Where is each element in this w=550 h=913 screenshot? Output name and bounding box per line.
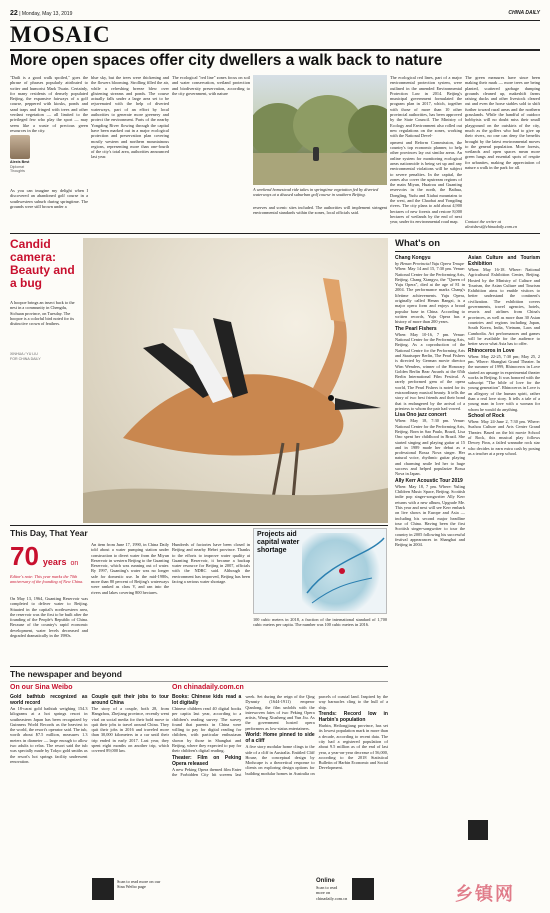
- contact-line: Contact the writer at alexisbest@chinadaily.com.cn: [465, 219, 518, 230]
- weibo-item-head: Gold bathtub recognized as world record: [10, 694, 88, 706]
- whatson-item-head: School of Rock: [468, 413, 505, 420]
- whatson-item-body: When: May 14 and 15, 7:30 pm. Venue: National Center for the Performing Arts, Beijing. Chang Xiangyu, the "Queen of Yuju Opera", died at the age of 81 in 2004. The performance marks Chang's lifetime achievements. Yuju Opera, originally called Henan Bangzi, is a major opera form and enjoys a broad popular base in China. According to written records, Yuju Opera has a history of more than 200 years.: [395, 266, 465, 325]
- whatson-item-sub: by Henan Provincial Yuju Opera Troupe: [395, 261, 465, 266]
- whatson-item-head: Chang Kongyu: [395, 255, 431, 261]
- whatson-item-body: When: May 18, 7:30 pm. Venue: National Center for the Performing Arts, Beijing. Born in Sao Paulo, Brazil, Lisa Ono spent her childhood in Brazil. She started singing and playing guitar at 15 and in 1989 made her debut as a professional Bossa Nova singer. Her natural voice, rhythmic guitar playing and charming smile led her to huge success and helped popularize Bossa Nova in Japan.: [395, 418, 465, 477]
- whatson-item-head: The Pearl Fishers: [395, 325, 437, 332]
- author-name: Alexis Best: [10, 160, 30, 164]
- candid-caption: A hoopoe brings an insect back to the nest in a community in Chengdu, Sichuan province, on Tuesday. The hoopoe is a colorful bird noted for its distinctive crown of feathers.: [10, 300, 75, 327]
- weibo-column: [10, 694, 169, 884]
- lead-byline-intro: [10, 188, 88, 230]
- seventy-years-logo: [10, 542, 80, 572]
- thisday-column-4: [253, 617, 387, 662]
- weibo-item-body: The story of a couple, both 28, from Hangzhou, Zhejiang province, recently went viral on social media for their bold move to quit their jobs to travel around China. They quit their jobs in 2016 and traveled more than 30,000 kilometers in a car until their trip ended in early 2017. Last year, they spent eight months on another trip, which covered 89,000 km.: [91, 706, 169, 754]
- whatson-item-body: When: May 24-June 2, 7:30 pm. Where: Suzhou Culture and Arts Center Grand Theater. Based on the hit movie School of Rock, this musical play follows Dewey Finn, a failed wannabe rock star who decides to earn extra cash by posing as a teacher at a prep school.: [468, 419, 540, 456]
- infographic-title: Projects aid capital water shortage: [257, 531, 300, 554]
- paper-name: CHINA DAILY: [508, 10, 540, 16]
- web-item-head: World: Home pinned to side of a cliff: [245, 732, 315, 745]
- weibo-item-head: Couple quit their jobs to tour around China: [91, 694, 169, 706]
- lead-column-2: [91, 75, 169, 230]
- web-item-body: Harbin, Heilongjiang province, has set its lowest population mark in more than a decade, according to recent data. The city had a registered population of about 9.5 million as of the end of last year, a year-on-year decrease of 56,000, according to the 2018 Statistical Bulletin of Harbin Economic and Social Development.: [318, 723, 388, 771]
- web-column: [172, 694, 388, 904]
- whatson-item-head: Ally Kerr Acoustic Tour 2019: [395, 477, 463, 484]
- whatson-item-body: When: May 18, 7 pm. Where: Yuling Children Music Space, Beijing. Scottish indie pop singer-songwriter Ally Kerr returns with a new album, Upgrade Me. This year and next will see Kerr embark on live shows in Europe and Asia — including his second major headline tour of China. Having been the first Scottish singer-songwriter to tour the country in 2005 following his successful festival appearances in Shanghai and Beijing in 2004.: [395, 483, 465, 548]
- weibo-qr-code: [92, 878, 114, 900]
- candid-title: Candid camera: Beauty and a bug: [10, 237, 75, 290]
- web-item-body: A new Peking Opera themed film Enter the Forbidden City hit screens last week. Set during the reign of the Qing Dynasty (1644-1911) emperor Qianlong, the film unfolds with the interwoven fates of two Peking Opera artists, Wang Xiusheng and Yun Jiu. As the government hosted opera performers as low-status entertainers.: [172, 694, 315, 778]
- lead-headline: More open spaces offer city dwellers a walk back to nature: [10, 52, 443, 69]
- hoopoe-photo: [83, 238, 388, 523]
- watermark-logo: 乡镇网: [455, 884, 515, 905]
- section-title: MOSAIC: [10, 22, 111, 47]
- lead-photo-caption: A weekend homestead ride takes in springtime vegetation fed by diverted waterways at a disused suburban golf course in southern Beijing.: [253, 187, 379, 198]
- author-title: Diplomat Thoughts: [10, 165, 25, 174]
- lead-col3b-text: reserves and scenic sites included. The authorities will implement stringent environmental standards within the zones, local officials said.: [253, 205, 387, 216]
- issue-date: | Monday, May 13, 2019: [19, 11, 73, 17]
- whatson-item-body: When: May 10-16, 7 pm. Venue: National Center for the Performing Arts, Beijing. As a coproduction of the National Centre for the Performing Arts and Staatsoper Berlin, The Pearl Fishers is directed by German movie director Wim Wenders, winner of the Honorary Golden Berlin Bear Awards at the 65th Berlin International Film Festival. A rarely performed gem of the opera world, The Pearl Fishers is noted for its extraordinary musical beauty. It tells the story of two best friends and their bond that is endangered by the arrival of a priestess to whom the pair had vowed.: [395, 331, 465, 411]
- lead-intro-text: As you can imagine my delight when I discovered an abandoned golf course in a southwestern suburb during springtime. The grounds were still brown under a: [10, 188, 88, 209]
- whatson-column-1: [395, 255, 465, 905]
- thisday-title: This Day, That Year: [10, 528, 88, 538]
- weibo-title: On our Sina Weibo: [10, 684, 73, 691]
- lead-col2-text: blue sky, but the trees were thickening and the flowers blooming. Strolling filled the air, while a refreshing breeze blew over glistening streams and ponds. The course actually falls under a large area set to be rejuvenated with the help of diverted waterways, part of an effort by local authorities to generate more greenery and protect the environment. Parts of the nearby Yongding River flowing through the capital have been marked out in a major ecological protection and preservation plan covering mostly western and northern mountainous regions, representing more than one-fourth of the city's total area, authorities announced last year.: [91, 75, 169, 160]
- qr-code-whatson: [468, 820, 488, 840]
- years-label: years: [42, 557, 67, 567]
- whatson-item-head: Asian Culture and Tourism Exhibition: [468, 255, 540, 267]
- online-qr-code: [352, 878, 374, 900]
- lead-column-3: [172, 75, 250, 230]
- thisday-column-3: [172, 542, 250, 662]
- whatson-column-2: [468, 255, 540, 905]
- online-scan-text: Scan to read more on chinadaily.com.cn: [316, 885, 348, 901]
- web-title: On chinadaily.com.cn: [172, 684, 244, 691]
- whatson-item-head: Lisa Ono jazz concert: [395, 412, 447, 419]
- whatson-title: What's on: [395, 238, 441, 249]
- lead-col5-text: opment and Reform Commission, the country's top economic planner, to help other provinces lay out similar areas. An online system for monitoring ecological areas nationwide is being set up and any environmental violations will be subject to severe penalties. In the capital, the zones also cover the upstream regions of the main Miyun, Huairou and Guanting reservoirs in the north, the Baihua, Dongling, Yudu and Xiahai mountains to the west, and the Chaobai and Yongding rivers. The city plans to add about 4,900 hectares of new forests and restore 8,000 hectares of wetlands by the end of next year, under its environmental road map.: [390, 139, 462, 225]
- hoopoe-bird-illustration: [83, 238, 388, 523]
- candid-credit-2: FOR CHINA DAILY: [10, 357, 41, 361]
- thisday-col3-text: Hundreds of factories have been closed in Beijing and nearby Hebei province. Thanks to the efforts to improve water quality at Guanting Reservoir, it became a backup water resource for Beijing in 2007, officials with the NDRC said. Although the environment has improved, Beijing has been facing a serious water shortage.: [172, 542, 250, 585]
- thisday-col2-text: An item from June 17, 1990, in China Daily told about a water pumping station under construction to divert water from the Miyun Reservoir in western Beijing to the Guanting Reservoir, which was running out of water. By 1997, Guanting's water was no longer safe for domestic use. In the mid-1980s, more than 80 percent of Beijing's waterways were ranked as class V, and ran into the rivers and lakes covering 800 hectares.: [91, 542, 169, 595]
- whatson-item-body: When: May 22-25, 7:30 pm; May 25, 2 pm. Where: Shanghai Grand Theater. In the summer of 1999, Rhinoceros in Love started an upsurge in experimental theater works in Beijing. It was honored with the subscript "The bible of love for the young generation". Rhinoceros in Love is an allegory of the human spirit, rather than a real love story. It tells a tale of a young man in love with a woman for whom he would do anything.: [468, 353, 540, 412]
- thisday-col1-text: On May 13, 1964, Guanting Reservoir was completed to deliver water to Beijing. Situated in the capital's northwestern area, the reservoir was the first to be built after the founding of the People's Republic of China. Because of the country's rapid economic development, water levels decreased and degraded dramatically in the 1980s.: [10, 596, 88, 639]
- newspaper-title: The newspaper and beyond: [10, 669, 122, 679]
- lead-col3-text: The ecological "red line" zones focus on soil and water conservation, wetland protection and biodiversity preservation, according to the city government, with nature: [172, 75, 250, 96]
- on-label: on: [70, 560, 79, 567]
- lead-col4-text: The ecological red lines, part of a major environmental protection system, were outlined in the amended Environmental Protection Law in 2014. Beijing's municipal government formulated the program plan in 2017, which, together with those of more than 10 other provincial authorities, has been approved by the State Council. The Ministry of Ecology and Environment also rolled out new regulations on the zones, working with the National Devel-: [390, 75, 462, 139]
- thisday-col4-text: 100 cubic meters in 2018, a fraction of the international standard of 1,700 cubic meters per capita. The number was 100 cubic meters in 2016.: [253, 617, 387, 628]
- weibo-scan-text: Scan to read more on our Sina Weibo page: [117, 879, 161, 890]
- cyclist-figure: [313, 147, 319, 161]
- web-item-body: Chinese children read 40 digital books per capita last year, according to a children's reading survey. The survey found that parents in China were willing to pay for digital reading for children, with particular enthusiasm shown by those in Shanghai and Beijing, where they expected to pay for their children's digital reading.: [172, 706, 242, 754]
- page-number: 22: [10, 10, 18, 17]
- waterway-lines: [302, 533, 386, 611]
- web-item-head: Trends: Record low in Harbin's population: [318, 711, 388, 724]
- lead-col6-text: The green measures have since been making their mark — more trees are being planted, scattered garbage dumping grounds cleaned up, makeshift farms raising ducks and other livestock cleared out and even the horse stables sold to shift further toward rural areas and the northern grasslands. While the handful of outdoor hobbyists will no doubt miss their small playground on the outskirts of the city, much as the golfers who had to give up their rivers, no one can deny the benefits brought by the latest environmental moves to the general population. More forests, wetlands and open spaces mean more green lungs and essential spots of respite for urbanites, making the appreciation of nature a walk in the park for all.: [465, 75, 540, 171]
- lead-column-5: [390, 75, 462, 230]
- seventy-number: 70: [10, 541, 39, 571]
- thisday-column-2: [91, 542, 169, 662]
- water-infographic: [253, 528, 387, 614]
- editor-note: Editor's note: This year marks the 70th anniversary of the founding of New China.: [10, 574, 84, 585]
- web-item-body: A five story modular home clings to the side of a cliff in Australia. Entitled Cliff House, the conceptual design by Modscape is a theoretical response to clients on exploring design options for building modular homes in Australia on parcels of coastal land. Inspired by the way barnacles cling to the hull of a ship.: [245, 694, 388, 776]
- lead-photo: [253, 75, 387, 185]
- whatson-item-head: Rhinoceros in Love: [468, 347, 515, 354]
- lead-column-6: [465, 75, 540, 217]
- author-photo: [10, 135, 30, 159]
- online-label: Online: [316, 878, 335, 884]
- page-header: [10, 10, 540, 20]
- weibo-item-body: An 18-carat gold bathtub weighing 154.3 kilograms at a hot springs resort in southeastern Japan has been recognized by Guinness World Records as the heaviest in the world, the resort's operator said. The tub, worth about $7.5 million, measures 1.3 meters in diameter — large enough to allow two adults to relax. The resort said the tub was specially made by Tokyo gold smiths as the resort's hot springs facility underwent renovation.: [10, 706, 88, 764]
- lead-col1-text: "Daili is a good walk spoiled," goes the phrase of phrases popularly attributed to writer and humorist Mark Twain. Certainly, for many residents of densely populated Beijing, the expansive fairways of a golf course, peppered with kiosks, ponds and sand traps and fringed with trees and other verdant vegetation — all limited to the privileged few who play the sport — may seem like a waste of precious green resources in the city.: [10, 75, 88, 133]
- whatson-item-body: When: May 16-18. Where: National Agricultural Exhibition Center, Beijing. Hosted by the Ministry of Culture and Tourism, the Asian Culture and Tourism Exhibition aims to enable visitors to better understand the continent's civilization. The exhibition covers governments, travel agencies, hotels, resorts and airlines from China's provinces, as well as more than 30 Asian countries and regions including Japan, South Korea, India, Vietnam, Laos and Cambodia. Art performances and games will be available for the audience to better savor what Asia has to offer.: [468, 267, 540, 347]
- candid-credit: XINHUA / YU LIU: [10, 352, 38, 356]
- web-item-head: Theater: Film on Peking Opera released: [172, 754, 242, 767]
- thisday-column-1: [10, 596, 88, 662]
- web-item-head: Books: Chinese kids read a lot digitally: [172, 694, 242, 706]
- lead-column-3b: [253, 205, 387, 230]
